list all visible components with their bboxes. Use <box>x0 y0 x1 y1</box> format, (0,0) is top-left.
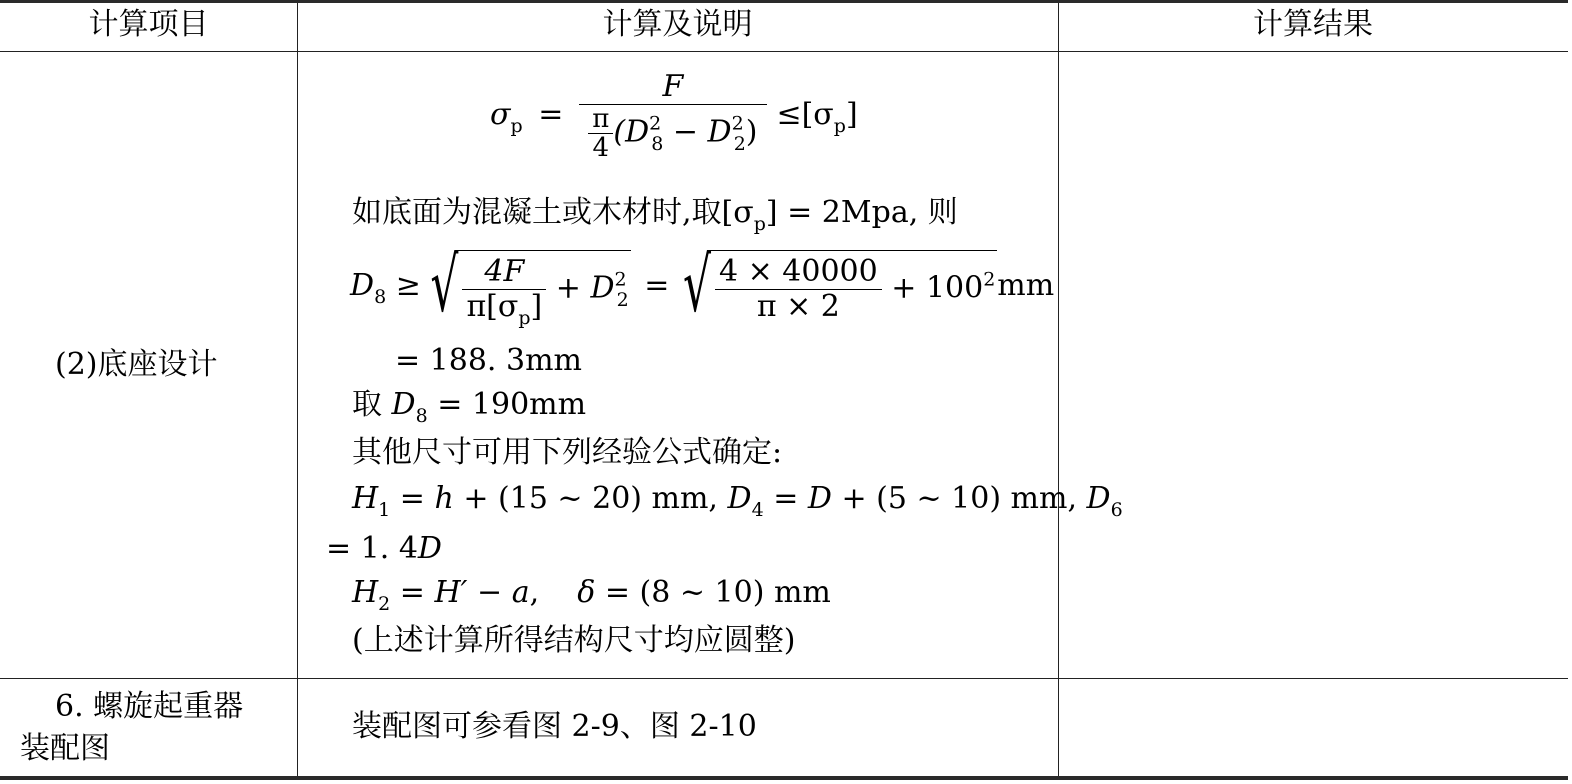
column-divider-2 <box>1058 3 1059 776</box>
subscript: 2 <box>616 288 629 311</box>
fraction <box>579 70 767 162</box>
variable: D <box>727 481 752 516</box>
text-line-other-dims: 其他尺寸可用下列经验公式确定: <box>352 435 783 470</box>
subscript: p <box>753 213 766 235</box>
minus-term: − D <box>663 114 732 150</box>
header-divider <box>0 51 1568 52</box>
fraction-denominator <box>579 104 767 162</box>
text-line-rounding-note: (上述计算所得结构尺寸均应圆整) <box>352 623 796 658</box>
header-calc-description: 计算及说明 <box>602 7 753 42</box>
superscript: 2 <box>649 112 662 135</box>
text-segment: = <box>390 481 435 516</box>
variable: D <box>391 387 416 422</box>
radicand <box>711 250 997 324</box>
subscript: 8 <box>651 132 664 155</box>
ge-sign: ≥ <box>386 268 421 303</box>
paren-close: ) <box>745 114 758 150</box>
text-segment: + (5 ~ 10) mm, <box>831 481 1087 516</box>
subscript: 1 <box>378 499 391 521</box>
subscript: 6 <box>1110 499 1123 521</box>
variable: a <box>511 575 530 610</box>
text-line-take-d8 <box>352 387 587 427</box>
variable: H <box>352 481 379 516</box>
bracket-close: ] <box>530 289 543 324</box>
pi-symbol: π <box>592 104 610 134</box>
variable: h <box>434 481 454 516</box>
text-segment: = 1. 4 <box>326 531 418 566</box>
variable: D <box>807 481 832 516</box>
plus-term: + D <box>555 270 615 306</box>
text-segment: ] = 2Mpa, 则 <box>765 195 958 230</box>
pi-over-four <box>588 105 613 162</box>
text-segment: = (8 ~ 10) mm <box>595 575 831 610</box>
fraction <box>715 255 882 324</box>
fraction <box>462 254 546 329</box>
row1-item-label: (2)底座设计 <box>55 347 218 382</box>
row-divider <box>0 678 1568 679</box>
equals-sign: = <box>538 97 564 132</box>
variable: H′ <box>434 575 468 610</box>
bracket-close: ] <box>845 97 858 132</box>
d8-symbol: D <box>350 268 375 303</box>
text-segment: 取 <box>352 387 392 422</box>
text-line-h1-formula <box>352 481 1123 521</box>
subscript: 2 <box>733 132 746 155</box>
text-segment: + (15 ~ 20) mm, <box>453 481 728 516</box>
text-segment: π[σ <box>466 289 519 324</box>
superscript: 2 <box>731 112 744 135</box>
subscript: p <box>833 115 846 137</box>
subscript: 8 <box>415 405 428 427</box>
plus-term: + 100 <box>891 270 984 306</box>
header-calc-item: 计算项目 <box>88 7 209 42</box>
sigma-symbol: σ <box>490 97 511 132</box>
row2-item-label-line2: 装配图 <box>20 731 110 766</box>
paren-open: (D <box>613 114 650 150</box>
variable: D <box>1086 481 1111 516</box>
fraction-numerator: 4 × 40000 <box>718 254 878 289</box>
subscript: 2 <box>378 593 391 615</box>
fraction-numerator: 4F <box>484 254 525 289</box>
subscript: 8 <box>374 286 387 308</box>
variable: H <box>352 575 379 610</box>
header-calc-result: 计算结果 <box>1253 7 1373 42</box>
unit: mm <box>997 268 1055 303</box>
text-segment: = <box>390 575 435 610</box>
variable: D <box>417 531 442 566</box>
formula-bearing-pressure <box>490 70 858 162</box>
text-segment: = <box>763 481 808 516</box>
sqrt-expression-2 <box>682 242 997 330</box>
text-line-allowable <box>352 195 958 235</box>
sqrt-expression-1 <box>430 242 630 330</box>
fraction-numerator: F <box>662 69 684 104</box>
column-divider-1 <box>297 3 298 776</box>
text-line-result-value: = 188. 3mm <box>395 343 582 378</box>
subscript: 4 <box>751 499 764 521</box>
superscript: 2 <box>983 268 996 291</box>
radical-sign: √ <box>682 242 711 330</box>
radicand <box>458 250 630 329</box>
row2-description: 装配图可参看图 2-9、图 2-10 <box>352 709 757 744</box>
equals-sign: = <box>644 268 670 303</box>
text-segment: − <box>467 575 512 610</box>
radical-sign: √ <box>430 242 459 330</box>
formula-base-diameter <box>350 242 1055 330</box>
row2-item-label-line1: 6. 螺旋起重器 <box>55 689 244 724</box>
superscript: 2 <box>614 268 627 291</box>
text-segment: 如底面为混凝土或木材时,取[σ <box>352 195 754 230</box>
text-line-d6-value <box>326 532 442 566</box>
text-line-h2-formula <box>352 575 831 615</box>
fraction-denominator: π × 2 <box>715 289 882 324</box>
subscript: p <box>510 115 523 137</box>
subscript: p <box>518 307 531 329</box>
allowable-stress: ≤[σ <box>776 97 834 132</box>
fraction-denominator <box>462 289 546 329</box>
text-segment: , <box>529 575 578 610</box>
text-segment: = 190mm <box>427 387 587 422</box>
four-digit: 4 <box>588 133 613 162</box>
variable: δ <box>577 575 596 610</box>
